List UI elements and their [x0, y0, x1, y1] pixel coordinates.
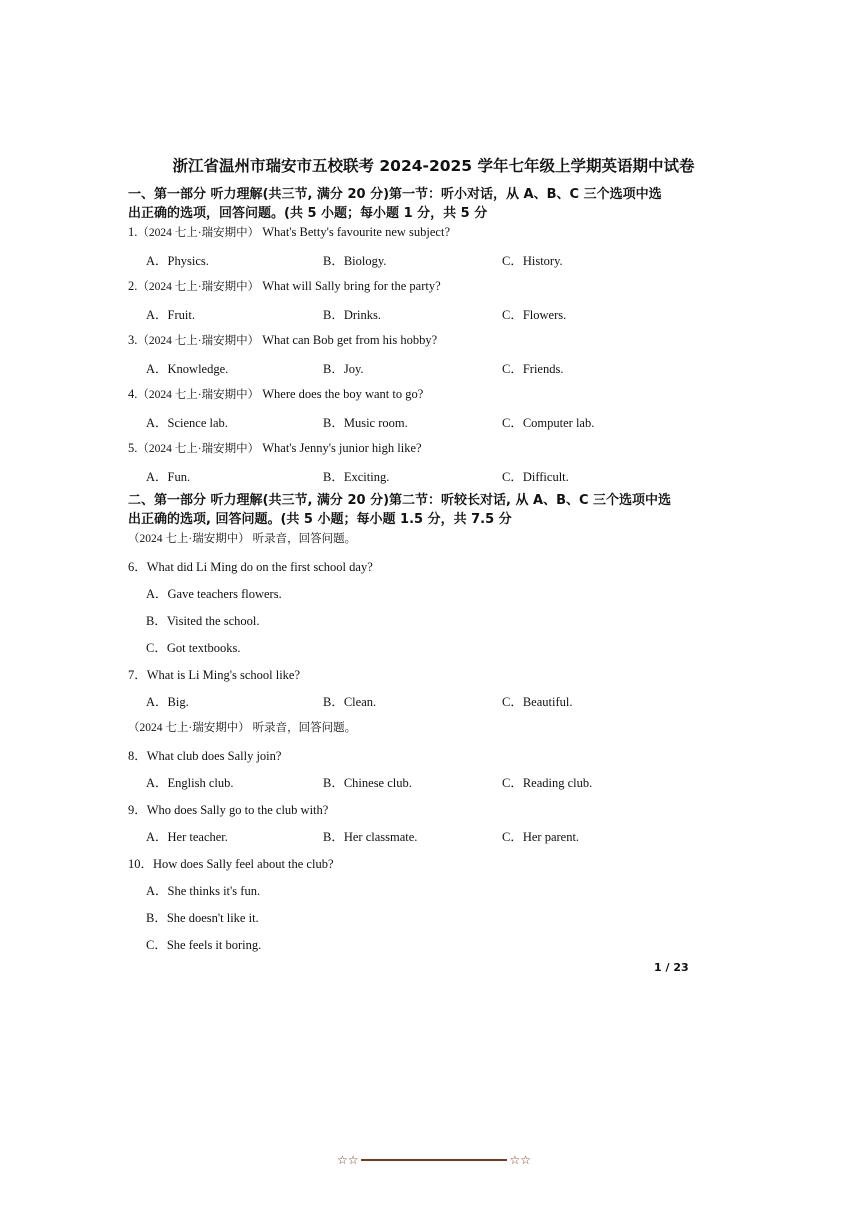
option-a: A．Physics.: [146, 254, 209, 268]
question-source-tag: （2024 七上·瑞安期中）: [137, 281, 260, 293]
option-c: C．Reading club.: [502, 776, 593, 790]
option-a: A．Fruit.: [146, 308, 195, 322]
question-5: [128, 440, 422, 456]
option-b: B．Biology.: [323, 254, 387, 268]
footer-divider: [361, 1159, 508, 1161]
option-a: A．Big.: [146, 695, 189, 709]
question-source-tag: （2024 七上·瑞安期中）: [137, 227, 260, 239]
listening-group-note: （2024 七上·瑞安期中） 听录音，回答问题。: [128, 533, 357, 545]
page-title: 浙江省温州市瑞安市五校联考 2024-2025 学年七年级上学期英语期中试卷: [172, 157, 695, 175]
question-1: [128, 224, 450, 240]
question-source-tag: （2024 七上·瑞安期中）: [137, 335, 260, 347]
option-a: A．She thinks it's fun.: [146, 884, 261, 898]
option-c: C．Beautiful.: [502, 695, 573, 709]
option-c: C．Flowers.: [502, 308, 567, 322]
option-c: C．History.: [502, 254, 563, 268]
question-8: 8．What club does Sally join?: [128, 749, 282, 763]
question-7: 7．What is Li Ming's school like?: [128, 668, 301, 682]
question-number: 5.: [128, 441, 138, 455]
question-source-tag: （2024 七上·瑞安期中）: [137, 443, 260, 455]
option-c: C．Computer lab.: [502, 416, 595, 430]
option-b: B．Her classmate.: [323, 830, 418, 844]
question-10: 10．How does Sally feel about the club?: [128, 857, 334, 871]
option-b: B．Exciting.: [323, 470, 390, 484]
question-number: 1.: [128, 225, 138, 239]
question-text: What's Betty's favourite new subject?: [262, 225, 450, 239]
question-source-tag: （2024 七上·瑞安期中）: [137, 389, 260, 401]
option-b: B．Music room.: [323, 416, 408, 430]
option-a: A．Science lab.: [146, 416, 228, 430]
option-b: B．Joy.: [323, 362, 364, 376]
option-b: B．Chinese club.: [323, 776, 412, 790]
star-icon: ☆☆: [337, 1153, 359, 1167]
question-4: [128, 386, 423, 402]
question-text: Where does the boy want to go?: [262, 387, 424, 401]
footer-ornament: [337, 1152, 531, 1168]
section2-heading-line2: 出正确的选项, 回答问题。(共 5 小题；每小题 1.5 分，共 7.5 分: [128, 512, 512, 527]
question-2: [128, 278, 441, 294]
option-c: C．Friends.: [502, 362, 564, 376]
option-a: A．English club.: [146, 776, 234, 790]
option-a: A．Gave teachers flowers.: [146, 587, 282, 601]
question-number: 3.: [128, 333, 138, 347]
section1-heading-line1: 一、第一部分 听力理解(共三节, 满分 20 分)第一节：听小对话，从 A、B、C 三个选项中选: [128, 187, 662, 202]
option-c: C．Her parent.: [502, 830, 580, 844]
option-b: B．She doesn't like it.: [146, 911, 259, 925]
question-text: What's Jenny's junior high like?: [262, 441, 422, 455]
option-a: A．Fun.: [146, 470, 191, 484]
question-text: What will Sally bring for the party?: [262, 279, 441, 293]
page-number: 1 / 23: [654, 961, 689, 974]
question-number: 2.: [128, 279, 138, 293]
question-text: What can Bob get from his hobby?: [262, 333, 438, 347]
option-b: B．Clean.: [323, 695, 377, 709]
option-c: C．Got textbooks.: [146, 641, 241, 655]
question-6: 6．What did Li Ming do on the first school day?: [128, 560, 373, 574]
question-number: 4.: [128, 387, 138, 401]
star-icon: ☆☆: [509, 1153, 531, 1167]
question-3: [128, 332, 437, 348]
option-b: B．Visited the school.: [146, 614, 260, 628]
option-a: A．Her teacher.: [146, 830, 228, 844]
option-c: C．She feels it boring.: [146, 938, 262, 952]
listening-group-note: （2024 七上·瑞安期中） 听录音，回答问题。: [128, 722, 357, 734]
option-c: C．Difficult.: [502, 470, 569, 484]
section1-heading-line2: 出正确的选项，回答问题。(共 5 小题；每小题 1 分，共 5 分: [128, 206, 488, 221]
option-a: A．Knowledge.: [146, 362, 229, 376]
section2-heading-line1: 二、第一部分 听力理解(共三节, 满分 20 分)第二节：听较长对话, 从 A、B、C 三个选项中选: [128, 493, 672, 508]
question-9: 9．Who does Sally go to the club with?: [128, 803, 329, 817]
option-b: B．Drinks.: [323, 308, 381, 322]
